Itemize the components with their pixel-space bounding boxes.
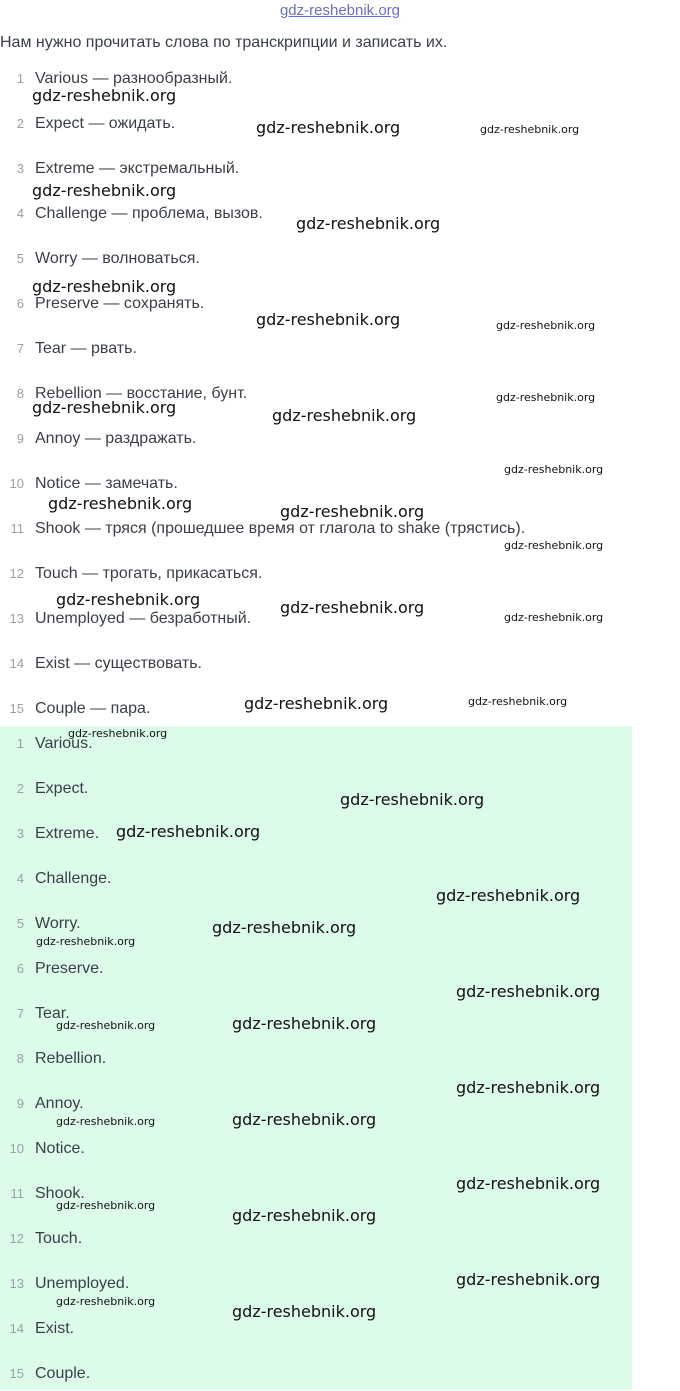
- item-number: 15: [9, 701, 24, 716]
- item-text: Notice — замечать.: [35, 475, 178, 492]
- watermark: gdz-reshebnik.org: [56, 590, 201, 609]
- watermark: gdz-reshebnik.org: [256, 118, 401, 137]
- item-number: 12: [9, 566, 24, 581]
- item-number: 3: [16, 161, 24, 176]
- watermark: gdz-reshebnik.org: [436, 886, 581, 905]
- watermark: gdz-reshebnik.org: [232, 1302, 377, 1321]
- item-number: 1: [16, 71, 24, 86]
- watermark: gdz-reshebnik.org: [56, 1019, 156, 1032]
- watermark: gdz-reshebnik.org: [272, 406, 417, 425]
- watermark: gdz-reshebnik.org: [212, 918, 357, 937]
- item-number: 14: [9, 656, 24, 671]
- item-number: 6: [16, 296, 24, 311]
- watermark: gdz-reshebnik.org: [68, 727, 168, 740]
- item-number: 4: [16, 206, 24, 221]
- item-number: 1: [16, 736, 24, 751]
- item-text: Couple.: [35, 1365, 91, 1382]
- watermark: gdz-reshebnik.org: [232, 1206, 377, 1225]
- item-text: Challenge — проблема, вызов.: [35, 205, 263, 222]
- item-number: 15: [9, 1366, 24, 1381]
- watermark: gdz-reshebnik.org: [456, 1078, 601, 1097]
- item-text: Exist — существовать.: [35, 655, 202, 672]
- item-number: 2: [16, 781, 24, 796]
- item-number: 14: [9, 1321, 24, 1336]
- watermark: gdz-reshebnik.org: [32, 277, 177, 296]
- item-number: 7: [16, 341, 24, 356]
- item-text: Unemployed — безработный.: [35, 610, 252, 627]
- item-text: Rebellion — восстание, бунт.: [35, 385, 248, 402]
- item-text: Couple — пара.: [35, 700, 151, 717]
- item-number: 9: [16, 1096, 24, 1111]
- watermark: gdz-reshebnik.org: [48, 494, 193, 513]
- watermark: gdz-reshebnik.org: [244, 694, 389, 713]
- item-text: Worry.: [35, 915, 81, 932]
- watermark: gdz-reshebnik.org: [480, 123, 580, 136]
- watermark: gdz-reshebnik.org: [56, 1199, 156, 1212]
- item-text: Preserve.: [35, 960, 104, 977]
- watermark: gdz-reshebnik.org: [504, 463, 604, 476]
- watermark: gdz-reshebnik.org: [456, 982, 601, 1001]
- watermark: gdz-reshebnik.org: [456, 1270, 601, 1289]
- item-number: 2: [16, 116, 24, 131]
- item-text: Extreme.: [35, 825, 100, 842]
- item-text: Touch — трогать, прикасаться.: [35, 565, 263, 582]
- item-number: 11: [10, 521, 24, 536]
- item-text: Rebellion.: [35, 1050, 107, 1067]
- site-link[interactable]: gdz-reshebnik.org: [279, 2, 401, 19]
- watermark: gdz-reshebnik.org: [32, 398, 177, 417]
- item-number: 8: [16, 1051, 24, 1066]
- item-text: Unemployed.: [35, 1275, 130, 1292]
- item-number: 10: [9, 476, 24, 491]
- item-number: 13: [9, 1276, 24, 1291]
- item-text: Shook — тряся (прошедшее время от глагола to shake (трястись).: [35, 520, 526, 537]
- item-number: 11: [10, 1186, 24, 1201]
- item-number: 4: [16, 871, 24, 886]
- item-text: Various.: [35, 735, 93, 752]
- watermark: gdz-reshebnik.org: [496, 391, 596, 404]
- item-number: 6: [16, 961, 24, 976]
- watermark: gdz-reshebnik.org: [340, 790, 485, 809]
- item-text: Annoy — раздражать.: [35, 430, 197, 447]
- item-text: Challenge.: [35, 870, 112, 887]
- watermark: gdz-reshebnik.org: [504, 539, 604, 552]
- item-text: Extreme — экстремальный.: [35, 160, 240, 177]
- watermark: gdz-reshebnik.org: [496, 319, 596, 332]
- item-text: Tear — рвать.: [35, 340, 137, 357]
- item-text: Shook.: [35, 1185, 85, 1202]
- item-text: Tear.: [35, 1005, 70, 1022]
- item-text: Worry — волноваться.: [35, 250, 200, 267]
- watermark: gdz-reshebnik.org: [280, 598, 425, 617]
- item-text: Notice.: [35, 1140, 85, 1157]
- watermark: gdz-reshebnik.org: [56, 1115, 156, 1128]
- watermark: gdz-reshebnik.org: [232, 1110, 377, 1129]
- item-text: Expect — ожидать.: [35, 115, 176, 132]
- watermark: gdz-reshebnik.org: [468, 695, 568, 708]
- item-number: 3: [16, 826, 24, 841]
- watermark: gdz-reshebnik.org: [36, 935, 136, 948]
- watermark: gdz-reshebnik.org: [32, 86, 177, 105]
- item-text: Various — разнообразный.: [35, 70, 233, 87]
- watermark: gdz-reshebnik.org: [504, 611, 604, 624]
- item-text: Exist.: [35, 1320, 75, 1337]
- watermark: gdz-reshebnik.org: [456, 1174, 601, 1193]
- item-text: Annoy.: [35, 1095, 84, 1112]
- item-text: Touch.: [35, 1230, 83, 1247]
- item-number: 5: [16, 916, 24, 931]
- watermark: gdz-reshebnik.org: [296, 214, 441, 233]
- item-number: 13: [9, 611, 24, 626]
- item-number: 9: [16, 431, 24, 446]
- item-number: 10: [9, 1141, 24, 1156]
- item-text: Expect.: [35, 780, 89, 797]
- watermark: gdz-reshebnik.org: [256, 310, 401, 329]
- item-number: 5: [16, 251, 24, 266]
- watermark: gdz-reshebnik.org: [56, 1295, 156, 1308]
- intro-text: Нам нужно прочитать слова по транскрипции и записать их.: [0, 34, 448, 51]
- watermark: gdz-reshebnik.org: [232, 1014, 377, 1033]
- watermark: gdz-reshebnik.org: [280, 502, 425, 521]
- item-number: 8: [16, 386, 24, 401]
- item-text: Preserve — сохранять.: [35, 295, 205, 312]
- watermark: gdz-reshebnik.org: [32, 181, 177, 200]
- item-number: 12: [9, 1231, 24, 1246]
- watermark: gdz-reshebnik.org: [116, 822, 261, 841]
- item-number: 7: [16, 1006, 24, 1021]
